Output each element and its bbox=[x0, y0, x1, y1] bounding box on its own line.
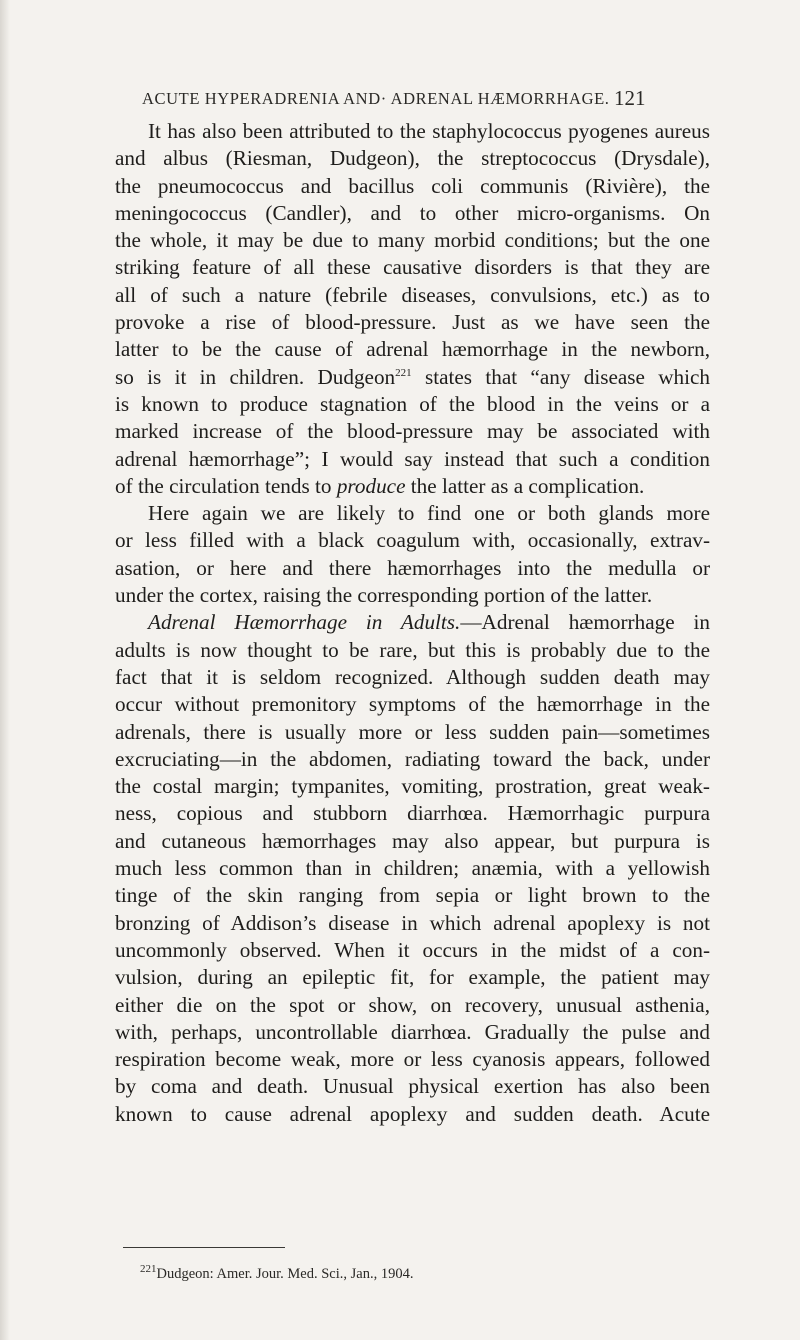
text-line: meningococcus (Candler), and to other micro-organisms. On bbox=[115, 200, 710, 225]
text-line: adrenal hæmorrhage”; I would say instead that such a condition bbox=[115, 446, 710, 471]
text-line: uncommonly observed. When it occurs in the midst of a con- bbox=[115, 937, 710, 962]
text-line: all of such a nature (febrile diseases, convulsions, etc.) as to bbox=[115, 282, 710, 307]
text-line: is known to produce stagnation of the blood in the veins or a bbox=[115, 391, 710, 416]
text-line: the costal margin; tympanites, vomiting, prostration, great weak- bbox=[115, 774, 710, 799]
text-line: latter to be the cause of adrenal hæmorrhage in the newborn, bbox=[115, 337, 710, 362]
text-line: excruciating—in the abdomen, radiating toward the back, under bbox=[115, 746, 710, 771]
text-line: bronzing of Addison’s disease in which adrenal apoplexy is not bbox=[115, 910, 710, 935]
section-heading-line bbox=[115, 609, 710, 636]
text-line: fact that it is seldom recognized. Although sudden death may bbox=[115, 664, 710, 689]
text-segment: states that “any disease which bbox=[411, 364, 710, 389]
text-line: ness, copious and stubborn diarrhœa. Hæmorrhagic purpura bbox=[115, 801, 710, 826]
text-line: marked increase of the blood-pressure may be associated with bbox=[115, 419, 710, 444]
text-line: asation, or here and there hæmorrhages into the medulla or bbox=[115, 555, 710, 580]
text-line: much less common than in children; anæmia, with a yellowish bbox=[115, 856, 710, 881]
footnote bbox=[140, 1263, 414, 1283]
text-segment: so is it in children. Dudgeon bbox=[115, 364, 396, 389]
text-segment: of the circulation tends to bbox=[115, 473, 337, 498]
text-line: by coma and death. Unusual physical exertion has also been bbox=[115, 1074, 710, 1099]
text-line: Here again we are likely to find one or both glands more bbox=[148, 501, 710, 526]
page-edge-shadow bbox=[0, 0, 10, 1340]
text-line: striking feature of all these causative disorders is that they are bbox=[115, 255, 710, 280]
text-line: and albus (Riesman, Dudgeon), the streptococcus (Drysdale), bbox=[115, 146, 710, 171]
text-line: or less filled with a black coagulum with, occasionally, extrav- bbox=[115, 528, 710, 553]
text-line: It has also been attributed to the staphylococcus pyogenes aureus bbox=[148, 119, 710, 143]
text-line bbox=[115, 364, 710, 391]
text-line: under the cortex, raising the corresponding portion of the latter. bbox=[115, 583, 653, 608]
text-line: occur without premonitory symptoms of the hæmorrhage in the bbox=[115, 692, 710, 717]
text-line: respiration become weak, more or less cyanosis appears, followed bbox=[115, 1047, 710, 1072]
text-line: the pneumococcus and bacillus coli communis (Rivière), the bbox=[115, 173, 710, 198]
page-number: 121 bbox=[614, 86, 646, 110]
text-segment: —Adrenal hæmorrhage in bbox=[460, 610, 710, 635]
text-line bbox=[115, 473, 710, 500]
text-segment: the latter as a complication. bbox=[405, 473, 645, 498]
text-line: known to cause adrenal apoplexy and sudden death. Acute bbox=[115, 1101, 710, 1126]
text-line: provoke a rise of blood-pressure. Just as we have seen the bbox=[115, 310, 710, 335]
italic-text: produce bbox=[336, 473, 406, 498]
text-line: tinge of the skin ranging from sepia or light brown to the bbox=[115, 883, 710, 908]
text-line: vulsion, during an epileptic fit, for example, the patient may bbox=[115, 965, 710, 990]
text-line: and cutaneous hæmorrhages may also appear, but purpura is bbox=[115, 828, 710, 853]
body-text bbox=[115, 118, 710, 1128]
footnote-text: Dudgeon: Amer. Jour. Med. Sci., Jan., 1904. bbox=[156, 1266, 414, 1282]
section-heading: Adrenal Hæmorrhage in Adults. bbox=[148, 610, 461, 635]
text-line: either die on the spot or show, on recovery, unusual asthenia, bbox=[115, 992, 710, 1017]
running-head: ACUTE HYPERADRENIA AND· ADRENAL HÆMORRHAGE. bbox=[142, 89, 610, 108]
footnote-number: 221 bbox=[140, 1263, 157, 1276]
footnote-reference: 221 bbox=[395, 366, 412, 379]
text-line: the whole, it may be due to many morbid conditions; but the one bbox=[115, 228, 710, 253]
text-line: adrenals, there is usually more or less sudden pain—sometimes bbox=[115, 719, 710, 744]
text-line: adults is now thought to be rare, but this is probably due to the bbox=[115, 637, 710, 662]
text-line: with, perhaps, uncontrollable diarrhœa. Gradually the pulse and bbox=[115, 1019, 710, 1044]
footnote-divider bbox=[123, 1247, 285, 1248]
